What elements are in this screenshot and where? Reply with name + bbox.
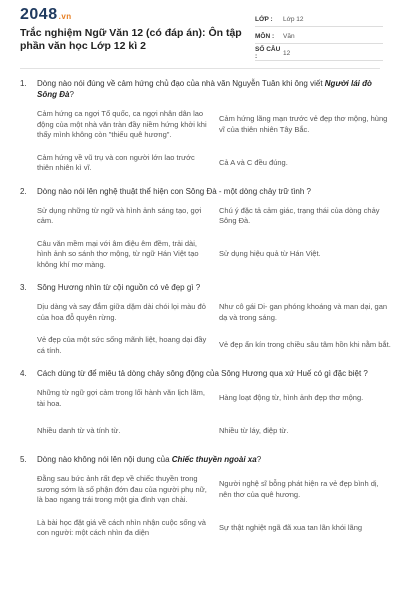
logo-main: 2048 bbox=[20, 6, 58, 23]
question-text: Dòng nào nói đúng về cảm hứng chủ đạo của nhà văn Nguyễn Tuân khi ông viết Người lái đò Sông Đà? bbox=[37, 79, 372, 99]
option-grid bbox=[37, 206, 380, 271]
answer-option-a[interactable]: Cảm hứng ca ngợi Tổ quốc, ca ngợi nhân dân lao động của một nhà văn tràn đầy niềm hứng khởi khi thấy mình không còn "thiếu quê hương". bbox=[37, 109, 207, 139]
option-grid bbox=[37, 302, 391, 356]
question-2 bbox=[20, 186, 380, 271]
question-number: 1. bbox=[20, 79, 27, 88]
answer-option-b[interactable]: Người nghệ sĩ bỗng phát hiện ra vẻ đẹp bình dị, nên thơ của quê hương. bbox=[219, 479, 379, 499]
site-logo[interactable] bbox=[20, 6, 72, 24]
answer-option-c[interactable]: Vẻ đẹp của một sức sống mãnh liệt, hoang dại đầy cá tính. bbox=[37, 335, 207, 355]
meta-label: LỚP : bbox=[255, 15, 273, 23]
answer-option-d[interactable]: Sự thật nghiệt ngã đã xua tan lãn khói lãng bbox=[219, 522, 363, 532]
logo-suffix: .vn bbox=[58, 12, 72, 21]
meta-label: SỐ CÂU : bbox=[255, 46, 281, 60]
answer-option-b[interactable]: Cảm hứng lãng mạn trước vẻ đẹp thơ mộng, hùng vĩ của thiên nhiên Tây Bắc. bbox=[219, 114, 388, 134]
question-text: Dòng nào không nói lên nội dung của Chiếc thuyền ngoài xa? bbox=[37, 455, 262, 464]
meta-row-subject bbox=[255, 29, 383, 44]
meta-value: Lớp 12 bbox=[283, 15, 304, 23]
option-grid bbox=[37, 388, 380, 442]
meta-row-count bbox=[255, 46, 383, 61]
question-text: Sông Hương nhìn từ cội nguồn có vẻ đẹp gì ? bbox=[37, 283, 201, 292]
meta-label: MÔN : bbox=[255, 32, 275, 40]
question-3 bbox=[20, 282, 391, 356]
answer-option-b[interactable]: Hàng loạt động từ, hình ảnh đẹp thơ mộng. bbox=[219, 393, 364, 403]
answer-option-b[interactable]: Như cô gái Di- gan phóng khoáng và man dại, gan dạ và trong sáng. bbox=[219, 302, 388, 322]
header-divider bbox=[20, 68, 380, 69]
answer-option-c[interactable]: Nhiều danh từ và tính từ. bbox=[37, 426, 121, 436]
option-grid bbox=[37, 474, 380, 539]
meta-value: Văn bbox=[283, 32, 295, 40]
answer-option-c[interactable]: Cảm hứng về vũ trụ và con người lớn lao trước thiên nhiên kì vĩ. bbox=[37, 152, 195, 172]
answer-option-d[interactable]: Nhiều từ láy, điệp từ. bbox=[219, 426, 289, 436]
question-number: 3. bbox=[20, 283, 27, 292]
meta-value: 12 bbox=[283, 49, 291, 57]
answer-option-c[interactable]: Là bài học đặt giá về cách nhìn nhận cuộc sống và con người: một cách nhìn đa diện bbox=[37, 517, 206, 537]
question-text: Cách dùng từ để miêu tả dòng chảy sông động của Sông Hương qua xứ Huế có gì đặc biệt ? bbox=[37, 369, 368, 378]
question-number: 5. bbox=[20, 455, 27, 464]
question-emphasis: Chiếc thuyền ngoài xa bbox=[171, 455, 257, 464]
question-4 bbox=[20, 368, 380, 442]
answer-option-c[interactable]: Câu văn mềm mại với âm điệu êm đềm, trải dài, hình ảnh so sánh thơ mộng, từ ngữ Hán Việt tạo không khí mơ màng. bbox=[37, 238, 199, 269]
answer-option-a[interactable]: Những từ ngữ gợi cảm trong lối hành văn lịch lãm, tài hoa. bbox=[37, 388, 205, 408]
question-emphasis: Người lái đò Sông Đà bbox=[37, 79, 372, 99]
question-list bbox=[20, 78, 391, 551]
answer-option-a[interactable]: Đằng sau bức ảnh rất đẹp về chiếc thuyền trong sương sớm là số phận đớn đau của người phụ nữ, là bao ngang trái trong một gia đình vạn chài. bbox=[37, 474, 207, 504]
answer-option-a[interactable]: Sử dụng những từ ngữ và hình ảnh sáng tạo, gợi cảm. bbox=[37, 205, 202, 225]
page-title: Trắc nghiệm Ngữ Văn 12 (có đáp án): Ôn tập phần văn học Lớp 12 kì 2 bbox=[20, 27, 242, 52]
option-grid bbox=[37, 109, 388, 174]
answer-option-b[interactable]: Chú ý đặc tả cảm giác, trạng thái của dòng chảy Sông Đà. bbox=[219, 205, 380, 225]
meta-row-class bbox=[255, 12, 383, 27]
answer-option-d[interactable]: Vẻ đẹp ẩn kín trong chiều sâu tâm hồn khi nằm bắt. bbox=[219, 340, 391, 350]
answer-option-d[interactable]: Cả A và C đều đúng. bbox=[219, 157, 288, 167]
meta-table bbox=[255, 12, 383, 63]
question-1 bbox=[20, 78, 388, 174]
answer-option-a[interactable]: Dịu dàng và say đắm giữa dặm dài chói lọi màu đỏ của hoa đỗ quyên rừng. bbox=[37, 302, 206, 322]
answer-option-d[interactable]: Sử dụng hiệu quả từ Hán Việt. bbox=[219, 249, 321, 258]
question-5 bbox=[20, 454, 380, 539]
question-number: 2. bbox=[20, 186, 27, 196]
question-number: 4. bbox=[20, 369, 27, 378]
question-text: Dòng nào nói lên nghệ thuật thể hiện con Sông Đà - một dòng chảy trữ tình ? bbox=[37, 186, 311, 196]
header bbox=[0, 0, 400, 70]
